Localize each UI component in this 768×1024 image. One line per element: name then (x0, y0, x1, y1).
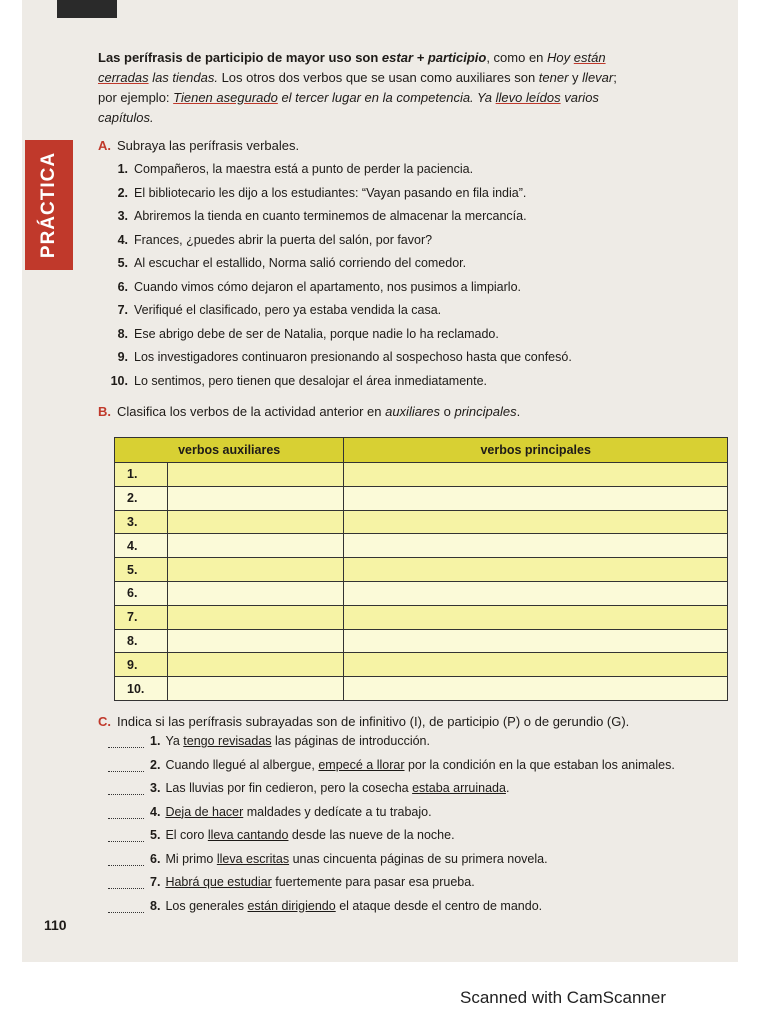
auxiliar-cell[interactable] (168, 486, 344, 510)
list-item (108, 158, 628, 182)
table-row (115, 558, 728, 582)
list-item (108, 252, 628, 276)
item-number: 7. (150, 875, 161, 889)
row-number: 6. (115, 581, 168, 605)
principal-cell[interactable] (344, 653, 728, 677)
item-number: 4. (117, 232, 128, 247)
item-number: 6. (117, 279, 128, 294)
row-number: 3. (115, 510, 168, 534)
item-number: 5. (150, 828, 161, 842)
table-row (115, 534, 728, 558)
table-header-auxiliares: verbos auxiliares (115, 438, 344, 463)
item-text-pre: Ya (165, 734, 184, 748)
auxiliar-cell[interactable] (168, 558, 344, 582)
item-text: Lo sentimos, pero tienen que desalojar el área inmediatamente. (134, 373, 487, 388)
list-item (108, 801, 728, 825)
underlined-periphrasis: están dirigiendo (247, 898, 336, 913)
answer-blank[interactable] (108, 759, 144, 772)
underlined-periphrasis: estaba arruinada (412, 781, 506, 795)
section-a-list (108, 158, 628, 393)
list-item (108, 205, 628, 229)
item-text: Verifiqué el clasificado, pero ya estaba vendida la casa. (134, 303, 442, 317)
item-text: Frances, ¿puedes abrir la puerta del salón, por favor? (134, 232, 433, 247)
list-item (108, 370, 628, 394)
list-item (108, 824, 728, 848)
item-text-pre: Las lluvias por fin cedieron, pero la cosecha (165, 781, 413, 795)
list-item (108, 777, 728, 801)
section-b-heading: B. Clasifica los verbos de la actividad anterior en auxiliares o principales. (98, 404, 521, 419)
item-text-post: el ataque desde el centro de mando. (335, 898, 543, 913)
table-row (115, 463, 728, 487)
row-number: 10. (115, 677, 168, 701)
principal-cell[interactable] (344, 558, 728, 582)
table-row (115, 581, 728, 605)
item-text: Cuando vimos cómo dejaron el apartamento, nos pusimos a limpiarlo. (134, 279, 521, 294)
list-item (108, 182, 628, 206)
principal-cell[interactable] (344, 581, 728, 605)
row-number: 8. (115, 629, 168, 653)
item-text-post: unas cincuenta páginas de su primera novela. (289, 851, 548, 866)
answer-blank[interactable] (108, 853, 144, 866)
item-text: Compañeros, la maestra está a punto de perder la paciencia. (134, 162, 474, 176)
item-text-post: fuertemente para pasar esa prueba. (271, 875, 475, 889)
answer-blank[interactable] (108, 900, 144, 913)
item-number: 2. (150, 757, 161, 772)
table-row (115, 510, 728, 534)
list-item (108, 299, 628, 323)
auxiliar-cell[interactable] (168, 605, 344, 629)
underlined-periphrasis: Deja de hacer (165, 804, 244, 819)
item-text-post: . (505, 781, 510, 795)
list-item (108, 323, 628, 347)
principal-cell[interactable] (344, 629, 728, 653)
auxiliar-cell[interactable] (168, 677, 344, 701)
answer-blank[interactable] (108, 876, 144, 889)
intro-paragraph: Las perífrasis de participio de mayor uso son estar + participio, como en Hoy están cerradas las tiendas. Los otros dos verbos que se usan como auxiliares son tener y llevar; por ejemplo: Tienen asegurado el tercer lugar en la competencia. Ya llevo leídos varios capítulos. (98, 50, 617, 125)
list-item (108, 848, 728, 872)
item-text-post: por la condición en la que estaban los animales. (404, 757, 675, 772)
table-row (115, 486, 728, 510)
item-number: 4. (150, 804, 161, 819)
page-number: 110 (44, 917, 67, 933)
section-a-heading: A. Subraya las perífrasis verbales. (98, 138, 300, 153)
answer-blank[interactable] (108, 782, 144, 795)
item-number: 1. (117, 162, 128, 176)
auxiliar-cell[interactable] (168, 653, 344, 677)
practice-tab: PRÁCTICA (25, 140, 73, 270)
list-item (108, 871, 728, 895)
item-number: 6. (150, 851, 161, 866)
item-text: Al escuchar el estallido, Norma salió corriendo del comedor. (134, 256, 467, 270)
auxiliar-cell[interactable] (168, 510, 344, 534)
section-c-list (108, 730, 728, 918)
row-number: 7. (115, 605, 168, 629)
item-number: 1. (150, 734, 161, 748)
answer-blank[interactable] (108, 735, 144, 748)
classification-table (114, 437, 728, 701)
underlined-periphrasis: Habrá que estudiar (165, 875, 272, 889)
principal-cell[interactable] (344, 534, 728, 558)
item-text-pre: Los generales (165, 898, 248, 913)
principal-cell[interactable] (344, 605, 728, 629)
answer-blank[interactable] (108, 806, 144, 819)
list-item (108, 895, 728, 919)
auxiliar-cell[interactable] (168, 581, 344, 605)
principal-cell[interactable] (344, 463, 728, 487)
principal-cell[interactable] (344, 510, 728, 534)
row-number: 4. (115, 534, 168, 558)
table-row (115, 653, 728, 677)
table-row (115, 629, 728, 653)
row-number: 1. (115, 463, 168, 487)
item-number: 10. (110, 373, 128, 388)
row-number: 2. (115, 486, 168, 510)
item-text-pre: El coro (165, 828, 208, 842)
underlined-periphrasis: lleva cantando (207, 828, 289, 842)
item-number: 7. (117, 303, 128, 317)
item-number: 3. (117, 209, 128, 223)
item-number: 2. (117, 185, 128, 200)
table-row (115, 605, 728, 629)
item-text: Abriremos la tienda en cuanto terminemos de almacenar la mercancía. (134, 209, 527, 223)
underlined-periphrasis: empecé a llorar (318, 757, 405, 772)
section-c-heading: C. Indica si las perífrasis subrayadas son de infinitivo (I), de participio (P) o de gerundio (G). (98, 714, 630, 729)
item-text-post: las páginas de introducción. (271, 734, 430, 748)
underlined-periphrasis: tengo revisadas (183, 734, 272, 748)
header-decoration (57, 0, 117, 18)
answer-blank[interactable] (108, 829, 144, 842)
list-item (108, 346, 628, 370)
item-number: 8. (117, 326, 128, 341)
item-number: 9. (117, 350, 128, 364)
item-number: 3. (150, 781, 161, 795)
row-number: 5. (115, 558, 168, 582)
item-number: 8. (150, 898, 161, 913)
item-text: Ese abrigo debe de ser de Natalia, porque nadie lo ha reclamado. (134, 326, 499, 341)
principal-cell[interactable] (344, 486, 728, 510)
item-text-pre: Cuando llegué al albergue, (165, 757, 319, 772)
principal-cell[interactable] (344, 677, 728, 701)
list-item (108, 276, 628, 300)
table-header-principales: verbos principales (344, 438, 728, 463)
list-item (108, 229, 628, 253)
auxiliar-cell[interactable] (168, 463, 344, 487)
table-row (115, 677, 728, 701)
item-text: Los investigadores continuaron presionando al sospechoso hasta que confesó. (134, 350, 572, 364)
item-number: 5. (117, 256, 128, 270)
item-text-pre: Mi primo (165, 851, 217, 866)
scanner-watermark: Scanned with CamScanner (460, 988, 667, 1007)
list-item (108, 730, 728, 754)
row-number: 9. (115, 653, 168, 677)
auxiliar-cell[interactable] (168, 629, 344, 653)
item-text-post: maldades y dedícate a tu trabajo. (243, 804, 432, 819)
underlined-periphrasis: lleva escritas (216, 851, 290, 866)
item-text-post: desde las nueve de la noche. (288, 828, 455, 842)
list-item (108, 754, 728, 778)
item-text: El bibliotecario les dijo a los estudiantes: “Vayan pasando en fila india”. (134, 185, 527, 200)
auxiliar-cell[interactable] (168, 534, 344, 558)
